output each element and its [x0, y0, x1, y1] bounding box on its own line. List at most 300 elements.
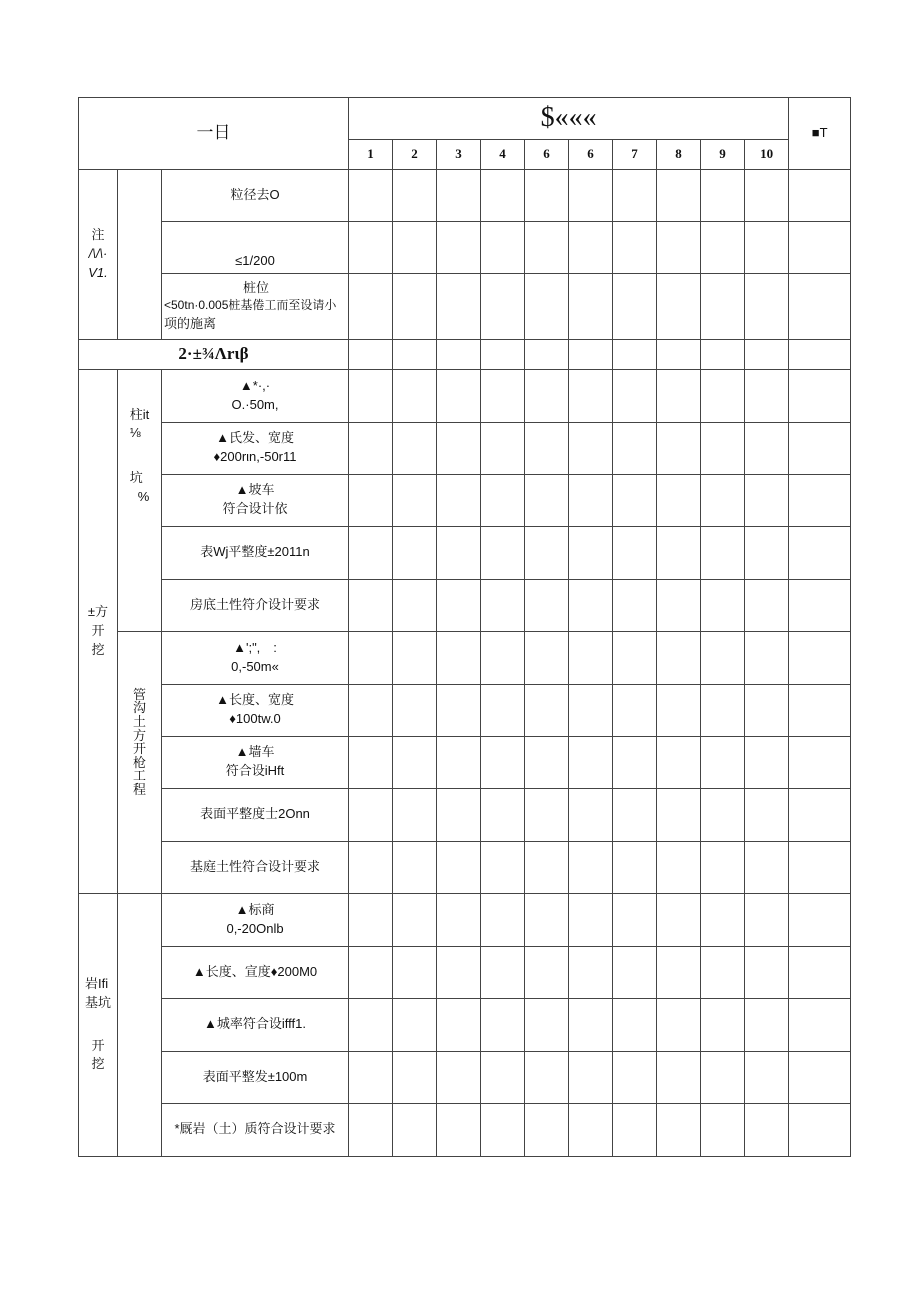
grid-cell — [393, 788, 437, 841]
section2-sub2-label — [118, 631, 162, 893]
section1-label-line: /\/\· — [88, 245, 108, 261]
grid-cell — [437, 684, 481, 736]
grid-cell — [789, 169, 851, 221]
sub1-label-line: ⅛ — [129, 425, 141, 441]
grid-cell — [613, 273, 657, 339]
grid-cell — [481, 221, 525, 273]
grid-cell — [613, 631, 657, 684]
grid-cell — [393, 339, 437, 369]
table-row — [79, 998, 851, 1051]
item-text: 表面平整度士2Onn — [200, 806, 310, 822]
grid-cell — [701, 1103, 745, 1156]
grid-cell — [745, 339, 789, 369]
sub1-label-line: 坑 — [129, 470, 143, 486]
grid-cell — [745, 474, 789, 526]
grid-cell — [481, 998, 525, 1051]
grid-cell — [657, 841, 701, 893]
grid-cell — [657, 788, 701, 841]
table-row — [79, 369, 851, 422]
grid-cell — [525, 169, 569, 221]
grid-cell — [613, 841, 657, 893]
item-cell — [162, 579, 349, 631]
header-num: 9 — [701, 139, 745, 169]
grid-cell — [481, 273, 525, 339]
header-right — [789, 98, 851, 170]
item-text: ♦200rιn,-50r11 — [213, 449, 297, 465]
section3-label-line: 基坑 — [84, 994, 111, 1010]
table-row — [79, 579, 851, 631]
grid-cell — [437, 526, 481, 579]
grid-cell — [789, 369, 851, 422]
table-row — [79, 946, 851, 998]
grid-cell — [525, 273, 569, 339]
section2-label-line: 挖 — [91, 641, 105, 657]
item-text: 房底土性符介设计要求 — [190, 596, 321, 612]
item-cell — [162, 946, 349, 998]
item-cell — [162, 841, 349, 893]
grid-cell — [437, 1103, 481, 1156]
section3-label-line: 岩Ifi — [84, 975, 109, 991]
grid-cell — [701, 736, 745, 788]
grid-cell — [701, 369, 745, 422]
grid-cell — [613, 684, 657, 736]
grid-cell — [569, 788, 613, 841]
header-num: 4 — [481, 139, 525, 169]
table-row — [79, 684, 851, 736]
grid-cell — [789, 526, 851, 579]
grid-cell — [525, 221, 569, 273]
grid-cell — [349, 841, 393, 893]
grid-cell — [745, 893, 789, 946]
grid-cell — [569, 369, 613, 422]
grid-cell — [701, 893, 745, 946]
grid-cell — [437, 369, 481, 422]
grid-cell — [569, 221, 613, 273]
grid-cell — [393, 526, 437, 579]
item-cell — [162, 631, 349, 684]
section3-label — [79, 893, 118, 1156]
grid-cell — [437, 1051, 481, 1103]
sub1-label-line: % — [137, 489, 150, 505]
grid-cell — [349, 998, 393, 1051]
item-text: ▲坡车 — [235, 482, 275, 498]
grid-cell — [701, 221, 745, 273]
header-num: 6 — [525, 139, 569, 169]
grid-cell — [745, 422, 789, 474]
item-cell — [162, 474, 349, 526]
header-num: 6 — [569, 139, 613, 169]
grid-cell — [613, 422, 657, 474]
grid-cell — [657, 684, 701, 736]
grid-cell — [745, 579, 789, 631]
item-text: ▲墙车 — [235, 744, 275, 760]
item-cell — [162, 1051, 349, 1103]
table-row — [79, 631, 851, 684]
item-cell — [162, 736, 349, 788]
header-group — [349, 98, 789, 140]
item-text: ♦100tw.0 — [229, 711, 281, 727]
grid-cell — [657, 893, 701, 946]
item-text: 符合设计依 — [222, 501, 288, 517]
grid-cell — [745, 946, 789, 998]
section3-sub-blank — [118, 893, 162, 1156]
grid-cell — [657, 579, 701, 631]
item-text: ≤1/200 — [235, 252, 275, 268]
grid-cell — [745, 1051, 789, 1103]
grid-cell — [437, 474, 481, 526]
table-row — [79, 1051, 851, 1103]
header-num: 3 — [437, 139, 481, 169]
grid-cell — [657, 221, 701, 273]
section1-sub-blank — [118, 169, 162, 339]
section2-label — [79, 369, 118, 893]
item-text: 符合设iHft — [225, 763, 285, 779]
grid-cell — [657, 273, 701, 339]
item-text: 表面平整发±100m — [202, 1068, 308, 1084]
grid-cell — [481, 788, 525, 841]
grid-cell — [789, 998, 851, 1051]
item-text: 粒径去O — [230, 186, 280, 202]
grid-cell — [789, 631, 851, 684]
grid-cell — [437, 946, 481, 998]
table-row — [79, 339, 851, 369]
grid-cell — [525, 788, 569, 841]
grid-cell — [701, 631, 745, 684]
grid-cell — [481, 684, 525, 736]
grid-cell — [789, 946, 851, 998]
section2-label-line: ±方 — [87, 603, 109, 619]
grid-cell — [393, 736, 437, 788]
grid-cell — [701, 526, 745, 579]
grid-cell — [349, 474, 393, 526]
grid-cell — [525, 998, 569, 1051]
grid-cell — [481, 169, 525, 221]
grid-cell — [349, 221, 393, 273]
grid-cell — [657, 169, 701, 221]
grid-cell — [481, 369, 525, 422]
grid-cell — [569, 422, 613, 474]
table-row — [79, 273, 851, 339]
grid-cell — [525, 474, 569, 526]
grid-cell — [393, 474, 437, 526]
section3-label-line: 开 — [91, 1037, 105, 1053]
grid-cell — [437, 579, 481, 631]
grid-cell — [613, 339, 657, 369]
grid-cell — [437, 169, 481, 221]
grid-cell — [349, 684, 393, 736]
item-cell — [162, 684, 349, 736]
item-text: ▲氏发、宽度 — [216, 430, 294, 446]
grid-cell — [437, 893, 481, 946]
grid-cell — [701, 339, 745, 369]
band-text: 2·±¾Λrιβ — [178, 343, 249, 363]
grid-cell — [393, 273, 437, 339]
grid-cell — [657, 998, 701, 1051]
item-cell — [162, 893, 349, 946]
grid-cell — [745, 736, 789, 788]
grid-cell — [701, 1051, 745, 1103]
grid-cell — [789, 684, 851, 736]
header-group-text: $««« — [540, 102, 597, 133]
grid-cell — [789, 841, 851, 893]
grid-cell — [525, 736, 569, 788]
grid-cell — [613, 169, 657, 221]
grid-cell — [569, 946, 613, 998]
item-cell — [162, 1103, 349, 1156]
grid-cell — [437, 841, 481, 893]
table-row — [79, 893, 851, 946]
table-row — [79, 221, 851, 273]
grid-cell — [349, 631, 393, 684]
table-row — [79, 474, 851, 526]
grid-cell — [349, 369, 393, 422]
grid-cell — [569, 736, 613, 788]
grid-cell — [525, 369, 569, 422]
sub1-label-line: 柱it — [129, 406, 150, 422]
grid-cell — [657, 422, 701, 474]
header-num: 1 — [349, 139, 393, 169]
grid-cell — [437, 339, 481, 369]
grid-cell — [525, 1103, 569, 1156]
item-cell — [162, 526, 349, 579]
grid-cell — [745, 221, 789, 273]
grid-cell — [481, 526, 525, 579]
grid-cell — [745, 631, 789, 684]
grid-cell — [393, 422, 437, 474]
grid-cell — [393, 998, 437, 1051]
sub2-label-text: 管沟土方开枪工程 — [132, 686, 146, 798]
item-text: ▲标商 — [235, 901, 275, 917]
header-num: 8 — [657, 139, 701, 169]
grid-cell — [349, 579, 393, 631]
grid-cell — [349, 169, 393, 221]
grid-cell — [393, 169, 437, 221]
grid-cell — [789, 339, 851, 369]
item-text: 基庭土性符合设计要求 — [190, 858, 321, 874]
grid-cell — [701, 788, 745, 841]
grid-cell — [701, 579, 745, 631]
grid-cell — [657, 1103, 701, 1156]
grid-cell — [393, 841, 437, 893]
band-cell — [79, 339, 349, 369]
table-row — [79, 841, 851, 893]
header-num: 10 — [745, 139, 789, 169]
item-text: 项的施离 — [164, 315, 217, 331]
header-num: 7 — [613, 139, 657, 169]
grid-cell — [745, 526, 789, 579]
grid-cell — [657, 526, 701, 579]
grid-cell — [481, 422, 525, 474]
grid-cell — [701, 684, 745, 736]
grid-cell — [349, 1103, 393, 1156]
grid-cell — [393, 1051, 437, 1103]
item-cell — [162, 369, 349, 422]
item-text: ▲长度、宽度 — [216, 692, 294, 708]
grid-cell — [525, 631, 569, 684]
grid-cell — [745, 1103, 789, 1156]
grid-cell — [789, 1051, 851, 1103]
grid-cell — [525, 893, 569, 946]
grid-cell — [393, 579, 437, 631]
grid-cell — [349, 1051, 393, 1103]
grid-cell — [789, 788, 851, 841]
table-row — [79, 526, 851, 579]
section2-label-line: 开 — [91, 622, 105, 638]
grid-cell — [569, 998, 613, 1051]
grid-cell — [481, 631, 525, 684]
item-text: ▲*·,· — [239, 377, 271, 393]
grid-cell — [789, 1103, 851, 1156]
grid-cell — [569, 579, 613, 631]
grid-cell — [789, 221, 851, 273]
table-row — [79, 169, 851, 221]
grid-cell — [569, 273, 613, 339]
grid-cell — [613, 1103, 657, 1156]
grid-cell — [481, 474, 525, 526]
grid-cell — [569, 841, 613, 893]
grid-cell — [481, 946, 525, 998]
grid-cell — [613, 579, 657, 631]
item-text: 0,-20Onlb — [226, 920, 284, 936]
grid-cell — [525, 946, 569, 998]
grid-cell — [613, 369, 657, 422]
grid-cell — [701, 841, 745, 893]
grid-cell — [349, 788, 393, 841]
header-right-text: ■T — [811, 124, 828, 140]
grid-cell — [569, 169, 613, 221]
grid-cell — [657, 1051, 701, 1103]
grid-cell — [701, 169, 745, 221]
grid-cell — [525, 526, 569, 579]
grid-cell — [481, 736, 525, 788]
grid-cell — [745, 684, 789, 736]
item-cell — [162, 788, 349, 841]
item-text: ▲长度、宣度♦200M0 — [192, 963, 318, 979]
grid-cell — [481, 579, 525, 631]
grid-cell — [437, 998, 481, 1051]
grid-cell — [525, 422, 569, 474]
grid-cell — [613, 788, 657, 841]
item-text: ▲城率符合设ifff1. — [204, 1016, 306, 1032]
grid-cell — [393, 893, 437, 946]
grid-cell — [613, 736, 657, 788]
item-cell — [162, 422, 349, 474]
grid-cell — [481, 893, 525, 946]
grid-cell — [789, 579, 851, 631]
grid-cell — [613, 946, 657, 998]
header-left-text: 一日 — [196, 122, 231, 142]
grid-cell — [569, 631, 613, 684]
grid-cell — [393, 946, 437, 998]
grid-cell — [569, 1103, 613, 1156]
section3-label-line: 挖 — [91, 1056, 105, 1072]
grid-cell — [569, 684, 613, 736]
grid-cell — [437, 221, 481, 273]
grid-cell — [789, 474, 851, 526]
grid-cell — [349, 526, 393, 579]
section1-label-line: V1. — [88, 264, 108, 280]
grid-cell — [569, 339, 613, 369]
grid-cell — [437, 422, 481, 474]
item-text: 0,-50m« — [231, 658, 279, 674]
inspection-table — [78, 97, 851, 1157]
grid-cell — [613, 474, 657, 526]
item-text: 桩位 — [243, 279, 270, 295]
grid-cell — [745, 788, 789, 841]
grid-cell — [701, 946, 745, 998]
grid-cell — [701, 273, 745, 339]
grid-cell — [393, 221, 437, 273]
grid-cell — [701, 998, 745, 1051]
grid-cell — [569, 474, 613, 526]
header-num: 2 — [393, 139, 437, 169]
grid-cell — [437, 273, 481, 339]
grid-cell — [613, 526, 657, 579]
grid-cell — [393, 631, 437, 684]
item-text: O.·50m, — [231, 396, 279, 412]
grid-cell — [349, 273, 393, 339]
table-row — [79, 736, 851, 788]
grid-cell — [437, 788, 481, 841]
grid-cell — [437, 631, 481, 684]
grid-cell — [789, 422, 851, 474]
section1-label — [79, 169, 118, 339]
grid-cell — [349, 736, 393, 788]
grid-cell — [481, 841, 525, 893]
grid-cell — [657, 946, 701, 998]
item-text: *厩岩（土）质符合设计要求 — [174, 1121, 336, 1137]
grid-cell — [437, 736, 481, 788]
grid-cell — [349, 339, 393, 369]
grid-cell — [657, 369, 701, 422]
item-text: <50tn·0.005桩基倦工而至设请小 — [164, 298, 337, 313]
grid-cell — [613, 221, 657, 273]
grid-cell — [745, 273, 789, 339]
grid-cell — [525, 579, 569, 631]
header-left — [79, 98, 349, 170]
grid-cell — [657, 736, 701, 788]
section2-sub1-label — [118, 369, 162, 631]
grid-cell — [525, 684, 569, 736]
grid-cell — [481, 1051, 525, 1103]
grid-cell — [569, 526, 613, 579]
grid-cell — [525, 339, 569, 369]
grid-cell — [701, 422, 745, 474]
section1-label-line: 注 — [91, 226, 105, 242]
table-row — [79, 1103, 851, 1156]
grid-cell — [789, 273, 851, 339]
grid-cell — [701, 474, 745, 526]
item-cell — [162, 169, 349, 221]
grid-cell — [789, 893, 851, 946]
grid-cell — [393, 1103, 437, 1156]
grid-cell — [481, 339, 525, 369]
grid-cell — [745, 369, 789, 422]
grid-cell — [613, 1051, 657, 1103]
grid-cell — [349, 422, 393, 474]
grid-cell — [525, 841, 569, 893]
grid-cell — [393, 684, 437, 736]
grid-cell — [569, 1051, 613, 1103]
grid-cell — [525, 1051, 569, 1103]
grid-cell — [613, 998, 657, 1051]
grid-cell — [349, 893, 393, 946]
grid-cell — [349, 946, 393, 998]
table-row — [79, 422, 851, 474]
grid-cell — [745, 841, 789, 893]
grid-cell — [657, 631, 701, 684]
item-cell — [162, 998, 349, 1051]
